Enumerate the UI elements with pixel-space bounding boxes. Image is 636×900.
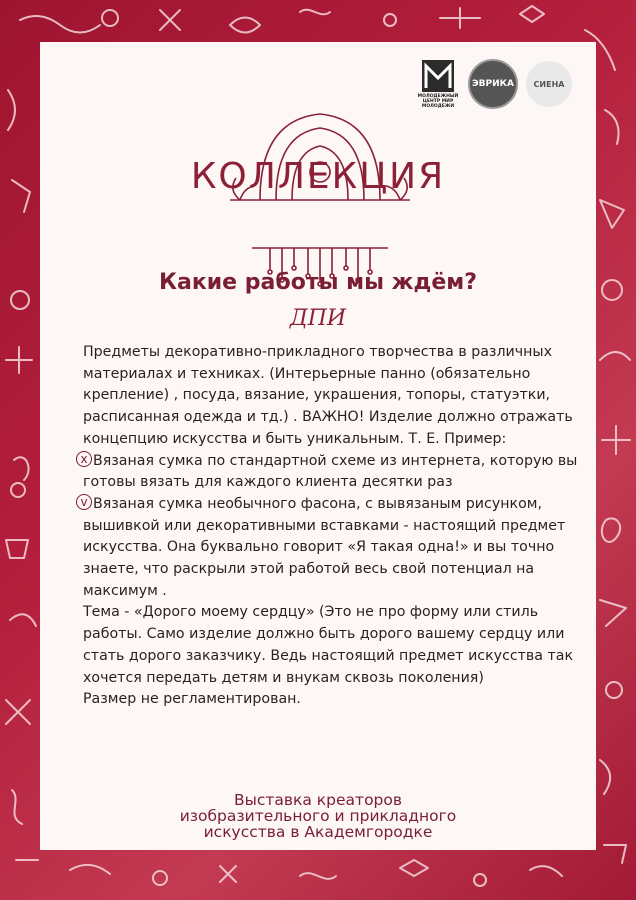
collection-title: КОЛЛЕКЦИЯ <box>190 156 446 197</box>
cross-mark-icon: x <box>76 451 92 467</box>
siena-logo: СИЕНА <box>526 61 572 107</box>
check-mark-icon: v <box>76 494 92 510</box>
mir-molodezhi-caption: МОЛОДЕЖНЫЙ ЦЕНТР МИР МОЛОДЕЖИ <box>417 94 459 109</box>
footer-line-2: изобразительного и прикладного <box>179 807 457 825</box>
evrika-logo: ЭВРИКА <box>468 59 518 109</box>
content-card <box>40 42 596 850</box>
bad-example-text: Вязаная сумка по стандартной схеме из интернета, которую вы готовы вязать для каждого клиента десятки раз <box>83 452 578 491</box>
page-heading: Какие работы мы ждём? <box>159 270 477 295</box>
good-example-text: Вязаная сумка необычного фасона, с вывязаным рисунком, вышивкой или декоративными вставками - настоящий предмет искусства. Она буквально говорит «Я такая одна!» и вы точно знаете, что раскрыли этой работой весь свой потенциал на максимум . <box>83 495 566 599</box>
category-subheading: ДПИ <box>289 306 347 331</box>
description-body <box>80 342 583 711</box>
bad-example <box>80 451 583 494</box>
theme-paragraph: Тема - «Дорого моему сердцу» (Это не про форму или стиль работы. Само изделие должно быть дорого вашему сердцу или стать дорого заказчику. Ведь настоящий предмет искусства так хочется передать детям и внукам сквозь поколения) <box>83 604 574 686</box>
intro-paragraph: Предметы декоративно-прикладного творчества в различных материалах и техниках. (Интерьерные панно (обязательно крепление) , посуда, вязание, украшения, топоры, статуэтки, расписанная одежда и тд.) . ВАЖНО! Изделие должно отражать концепцию искусства и быть уникальным. Т. Е. Пример: <box>83 344 573 447</box>
exhibition-footer <box>40 792 596 840</box>
size-paragraph: Размер не регламентирован. <box>83 691 301 708</box>
footer-line-3: искусства в Академгородке <box>203 823 433 841</box>
footer-line-1: Выставка креаторов <box>233 791 403 809</box>
good-example <box>80 494 583 603</box>
